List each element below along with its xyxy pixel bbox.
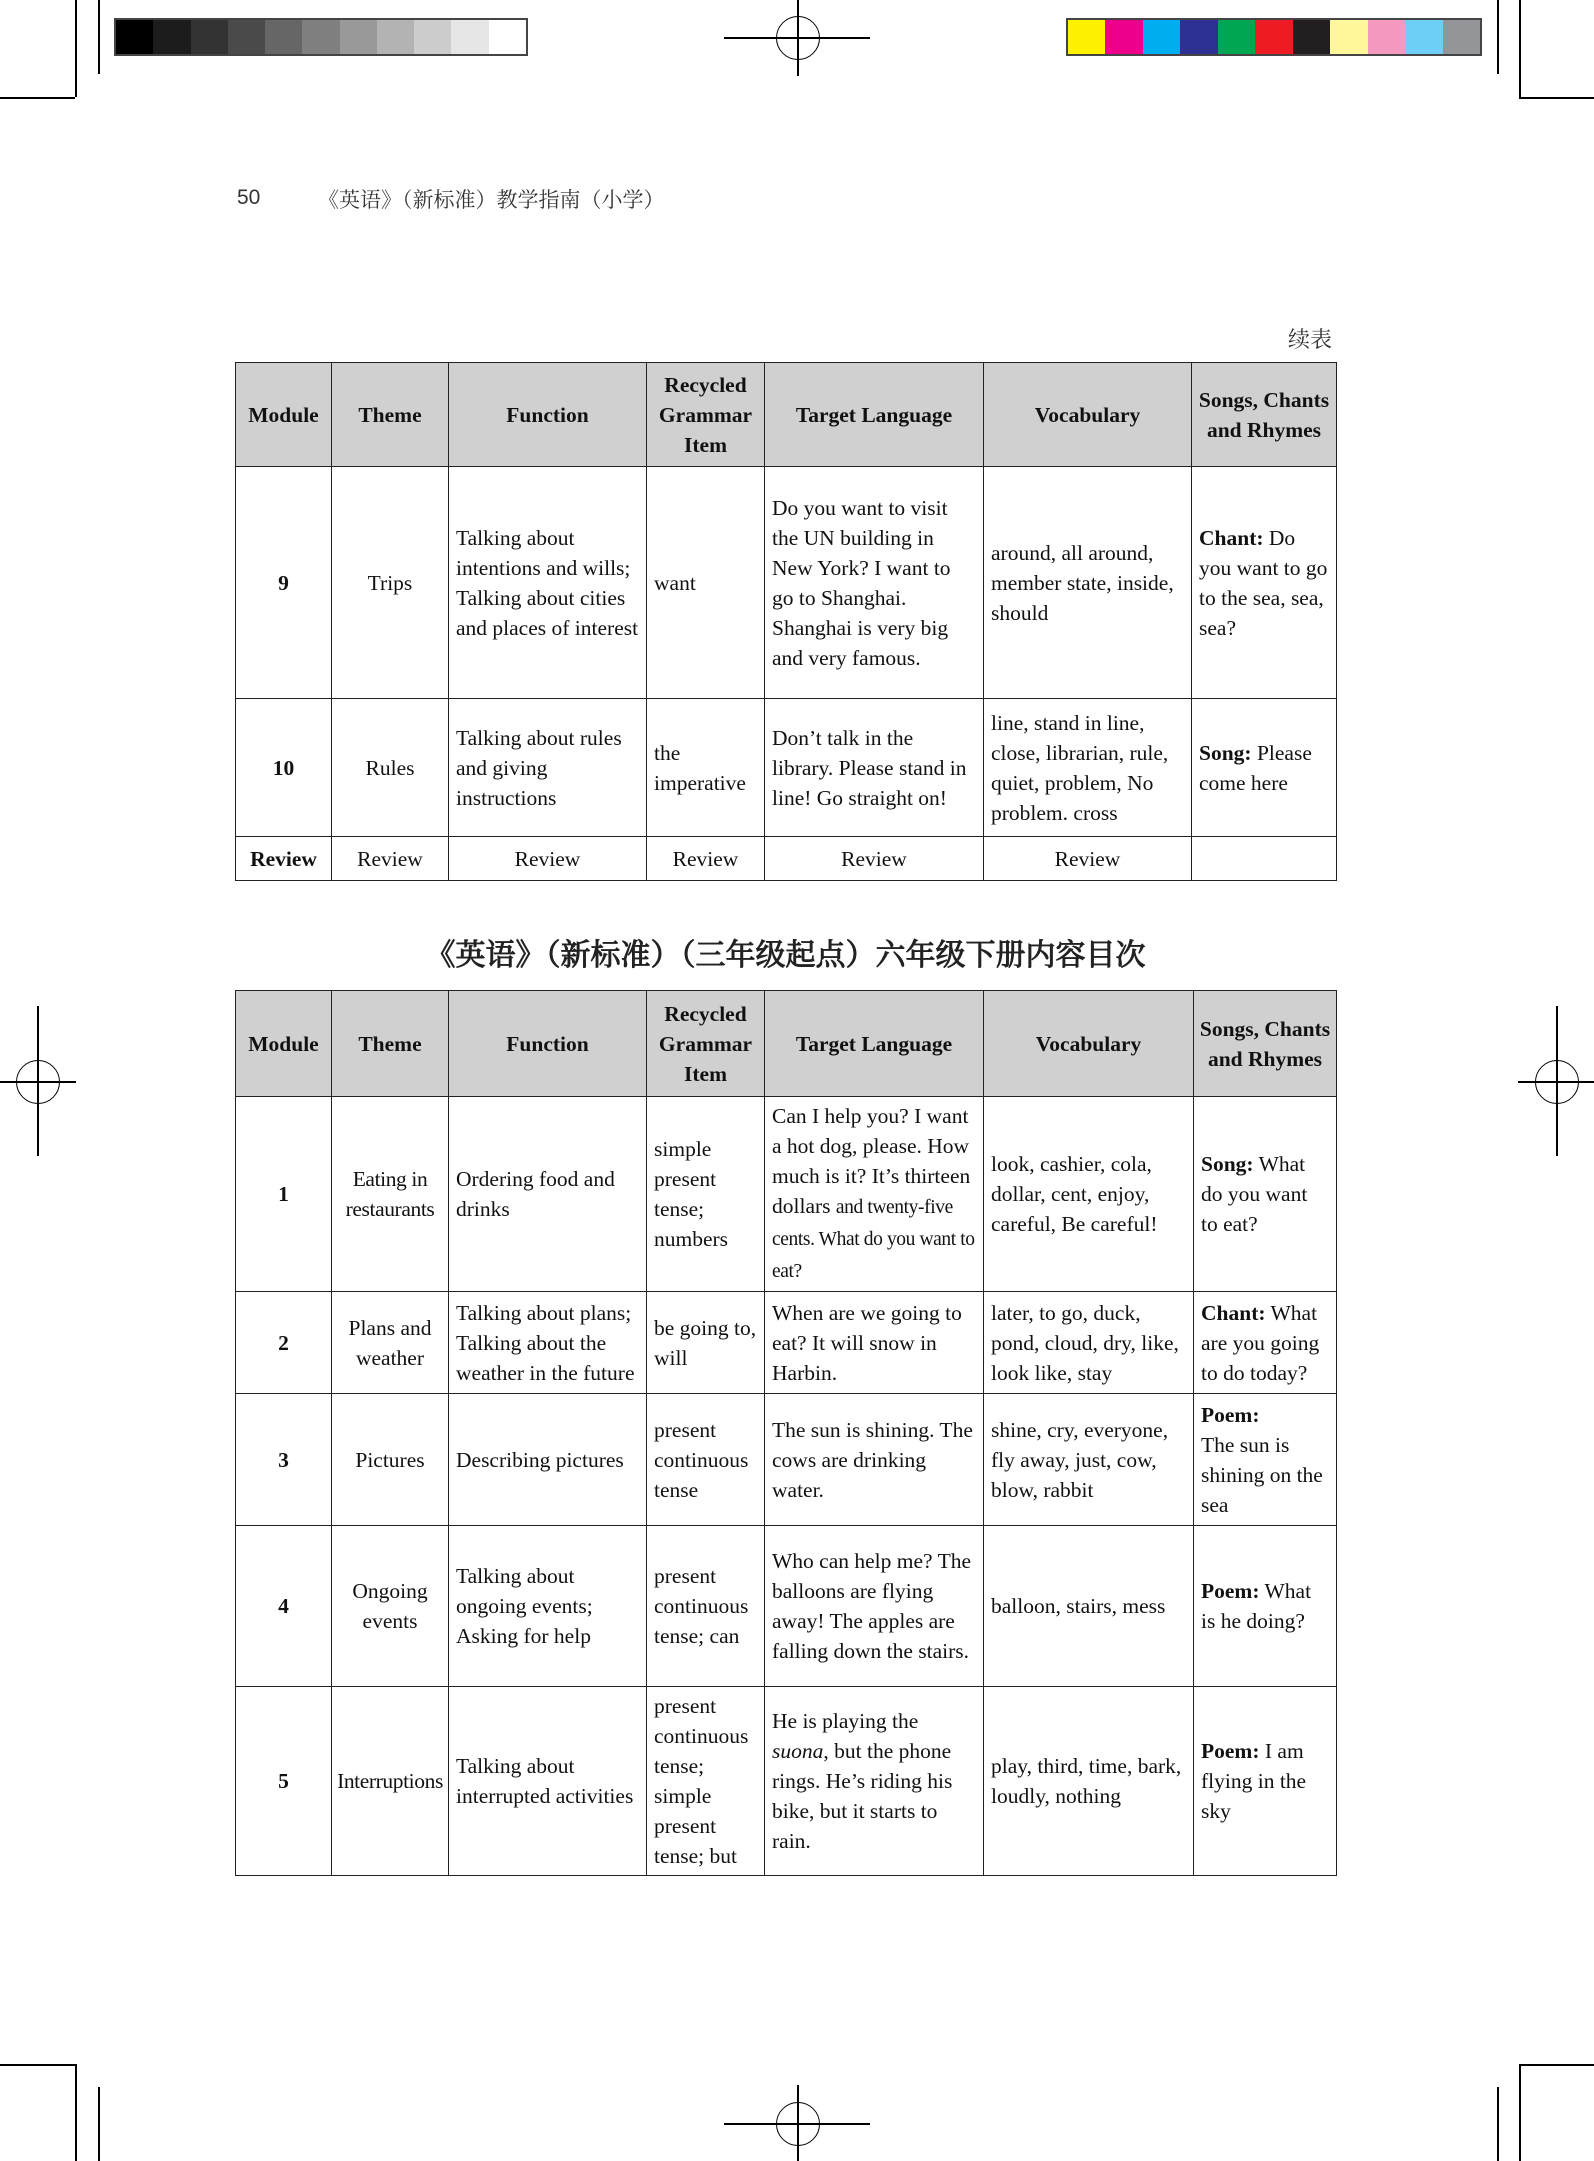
module-cell: Review [236, 837, 332, 881]
module-cell: 9 [236, 467, 332, 699]
table-header-row [236, 991, 1337, 1097]
grammar-cell: be going to, will [647, 1292, 765, 1394]
column-header: Module [236, 991, 332, 1097]
column-header: Theme [332, 363, 449, 467]
module-cell: 2 [236, 1292, 332, 1394]
column-header: Songs, Chants and Rhymes [1194, 991, 1337, 1097]
vocabulary-cell: look, cashier, cola, dollar, cent, enjoy, careful, Be careful! [984, 1097, 1194, 1292]
theme-cell: Interruptions [332, 1687, 449, 1876]
song-type: Chant: [1201, 1300, 1266, 1325]
page-number: 50 [237, 186, 261, 209]
theme-cell: Trips [332, 467, 449, 699]
gray-swatch [377, 20, 414, 54]
column-header: Vocabulary [984, 991, 1194, 1097]
column-header: Module [236, 363, 332, 467]
module-table-grade6-book2 [235, 990, 1337, 1876]
table-row [236, 1394, 1337, 1526]
color-swatch [1218, 20, 1255, 54]
song-type: Song: [1201, 1152, 1254, 1176]
module-cell: 5 [236, 1687, 332, 1876]
grammar-cell: present continuous tense; can [647, 1526, 765, 1687]
gray-swatch [302, 20, 339, 54]
gray-swatch [191, 20, 228, 54]
target-language-cell: The sun is shining. The cows are drinking water. [765, 1394, 984, 1526]
color-swatch [1405, 20, 1442, 54]
color-swatch [1180, 20, 1217, 54]
continuation-label: 续表 [1287, 328, 1332, 353]
songs-cell [1194, 1292, 1337, 1394]
section-title: 《英语》（新标准）（三年级起点）六年级下册内容目次 [425, 938, 1146, 973]
book-title: 《英语》（新标准）教学指南（小学） [318, 188, 665, 212]
table-row [236, 1526, 1337, 1687]
song-type: Poem: [1201, 1739, 1260, 1763]
grammar-cell: the imperative [647, 699, 765, 837]
songs-cell [1192, 837, 1337, 881]
vocabulary-cell: balloon, stairs, mess [984, 1526, 1194, 1687]
song-title: Do you want to go to the sea, sea, sea? [1199, 525, 1328, 640]
songs-cell [1194, 1394, 1337, 1526]
grammar-cell: present continuous tense [647, 1394, 765, 1526]
gray-swatch [340, 20, 377, 54]
color-swatch [1443, 20, 1480, 54]
songs-cell [1192, 467, 1337, 699]
vocabulary-cell: shine, cry, everyone, fly away, just, cow, blow, rabbit [984, 1394, 1194, 1526]
theme-cell: Plans and weather [332, 1292, 449, 1394]
grammar-cell: want [647, 467, 765, 699]
column-header: Songs, Chants and Rhymes [1192, 363, 1337, 467]
song-title: I am flying in the sky [1201, 1739, 1307, 1823]
function-cell: Ordering food and drinks [449, 1097, 647, 1292]
module-cell: 1 [236, 1097, 332, 1292]
column-header: Function [449, 363, 647, 467]
module-table-continued [235, 362, 1337, 881]
column-header: Vocabulary [984, 363, 1192, 467]
song-title: What are you going to do today? [1201, 1300, 1320, 1385]
song-type: Poem: [1201, 1402, 1260, 1427]
table-row [236, 1687, 1337, 1876]
gray-swatch [414, 20, 451, 54]
column-header: Target Language [765, 991, 984, 1097]
theme-cell: Review [332, 837, 449, 881]
song-type: Poem: [1201, 1579, 1260, 1603]
song-title: The sun is shining on the sea [1201, 1432, 1323, 1517]
song-type: Chant: [1199, 525, 1264, 550]
table-row [236, 1097, 1337, 1292]
theme-cell: Ongoing events [332, 1526, 449, 1687]
grammar-cell: present continuous tense; simple present tense; but [647, 1687, 765, 1876]
column-header: Recycled Grammar Item [647, 991, 765, 1097]
song-title: Please come here [1199, 740, 1312, 795]
target-language-cell: When are we going to eat? It will snow in Harbin. [765, 1292, 984, 1394]
function-cell: Talking about plans; Talking about the weather in the future [449, 1292, 647, 1394]
target-language-cell [765, 1687, 984, 1876]
song-title: What do you want to eat? [1201, 1152, 1308, 1236]
songs-cell [1194, 1097, 1337, 1292]
vocabulary-cell: Review [984, 837, 1192, 881]
color-swatch [1368, 20, 1405, 54]
grammar-cell: simple present tense; numbers [647, 1097, 765, 1292]
gray-swatch [228, 20, 265, 54]
function-cell: Talking about intentions and wills; Talking about cities and places of interest [449, 467, 647, 699]
target-language-cell: Who can help me? The balloons are flying away! The apples are falling down the stairs. [765, 1526, 984, 1687]
function-cell: Describing pictures [449, 1394, 647, 1526]
color-swatch [1293, 20, 1330, 54]
theme-cell: Pictures [332, 1394, 449, 1526]
module-cell: 4 [236, 1526, 332, 1687]
column-header: Function [449, 991, 647, 1097]
gray-swatch [116, 20, 153, 54]
module-cell: 3 [236, 1394, 332, 1526]
gray-swatch [265, 20, 302, 54]
target-language-cell [765, 1097, 984, 1292]
target-text-rest: , but the phone rings. He’s riding his bike, but it starts to rain. [772, 1739, 953, 1853]
target-text: Can I help you? I want a hot dog, please. How much is it? It’s thirteen dollars [772, 1104, 971, 1218]
target-language-cell: Do you want to visit the UN building in New York? I want to go to Shanghai. Shanghai is very big and very famous. [765, 467, 984, 699]
songs-cell [1194, 1526, 1337, 1687]
grayscale-bar [114, 18, 528, 56]
function-cell: Talking about ongoing events; Asking for help [449, 1526, 647, 1687]
grammar-cell: Review [647, 837, 765, 881]
color-swatch [1143, 20, 1180, 54]
song-title: What is he doing? [1201, 1579, 1312, 1633]
color-swatch [1068, 20, 1105, 54]
table-header-row [236, 363, 1337, 467]
theme-cell: Rules [332, 699, 449, 837]
gray-swatch [451, 20, 488, 54]
color-swatch [1105, 20, 1142, 54]
songs-cell [1194, 1687, 1337, 1876]
target-text-italic: suona [772, 1739, 824, 1763]
theme-cell: Eating in restaurants [332, 1097, 449, 1292]
function-cell: Talking about interrupted activities [449, 1687, 647, 1876]
table-row [236, 699, 1337, 837]
table-row [236, 1292, 1337, 1394]
vocabulary-cell: line, stand in line, close, librarian, rule, quiet, problem, No problem. cross [984, 699, 1192, 837]
function-cell: Talking about rules and giving instructions [449, 699, 647, 837]
target-language-cell: Don’t talk in the library. Please stand in line! Go straight on! [765, 699, 984, 837]
review-row [236, 837, 1337, 881]
gray-swatch [153, 20, 190, 54]
target-text: He is playing the [772, 1709, 919, 1733]
column-header: Target Language [765, 363, 984, 467]
color-swatch [1330, 20, 1367, 54]
column-header: Recycled Grammar Item [647, 363, 765, 467]
module-cell: 10 [236, 699, 332, 837]
table-row [236, 467, 1337, 699]
vocabulary-cell: play, third, time, bark, loudly, nothing [984, 1687, 1194, 1876]
function-cell: Review [449, 837, 647, 881]
target-text-tail: and twenty-five cents. What do you want to eat? [772, 1197, 975, 1282]
songs-cell [1192, 699, 1337, 837]
color-swatch [1255, 20, 1292, 54]
target-language-cell: Review [765, 837, 984, 881]
vocabulary-cell: around, all around, member state, inside, should [984, 467, 1192, 699]
vocabulary-cell: later, to go, duck, pond, cloud, dry, like, look like, stay [984, 1292, 1194, 1394]
color-bar [1066, 18, 1482, 56]
song-type: Song: [1199, 740, 1252, 765]
column-header: Theme [332, 991, 449, 1097]
gray-swatch [489, 20, 526, 54]
